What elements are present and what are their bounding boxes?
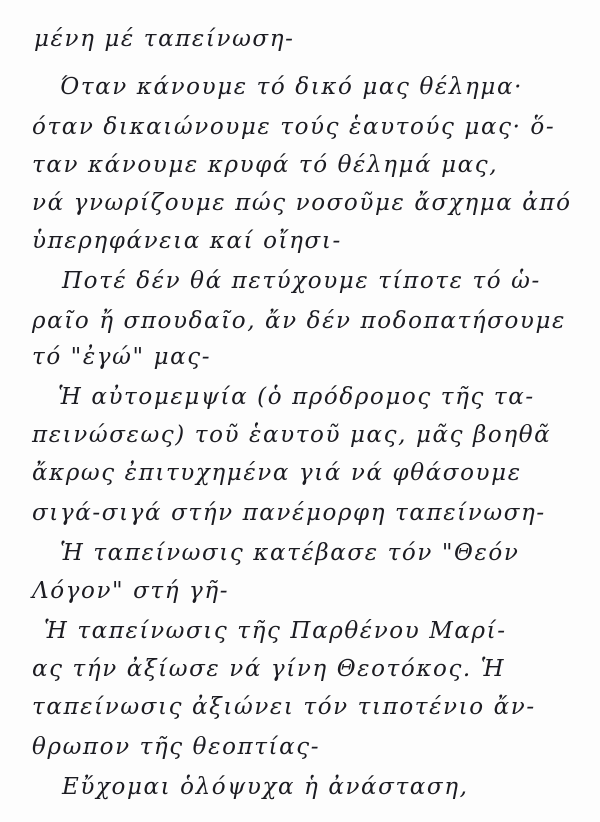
manuscript-line: νά γνωρίζουμε πώς νοσοῦμε ἄσχημα ἀπό: [32, 190, 572, 216]
manuscript-line: Ἡ ταπείνωσις τῆς Παρθένου Μαρί-: [44, 618, 507, 644]
manuscript-line: πεινώσεως) τοῦ ἑαυτοῦ μας, μᾶς βοηθᾶ: [32, 422, 552, 448]
manuscript-line: ταν κάνουμε κρυφά τό θέλημά μας,: [32, 152, 499, 178]
manuscript-line: θρωπον τῆς θεοπτίας-: [32, 734, 321, 760]
manuscript-line: Ἡ ταπείνωσις κατέβασε τόν "Θεόν: [60, 540, 520, 566]
manuscript-line: Ποτέ δέν θά πετύχουμε τίποτε τό ὡ-: [62, 268, 541, 294]
manuscript-line: ἄκρως ἐπιτυχημένα γιά νά φθάσουμε: [32, 460, 522, 486]
manuscript-line: ας τήν ἀξίωσε νά γίνη Θεοτόκος. Ἡ: [32, 656, 506, 682]
manuscript-line: Λόγον" στή γῆ-: [32, 578, 230, 604]
manuscript-line: τό "ἐγώ" μας-: [32, 344, 212, 370]
manuscript-line: μένη μέ ταπείνωση-: [34, 26, 295, 52]
manuscript-line: ραῖο ἤ σπουδαῖο, ἄν δέν ποδοπατήσουμε: [32, 308, 566, 334]
manuscript-line: Εὔχομαι ὁλόψυχα ἡ ἀνάσταση,: [62, 774, 469, 800]
manuscript-line: Ἡ αὐτομεμψία (ὁ πρόδρομος τῆς τα-: [58, 384, 535, 410]
manuscript-line: όταν δικαιώνουμε τούς ἑαυτούς μας· ὅ-: [32, 114, 556, 140]
manuscript-line: σιγά-σιγά στήν πανέμορφη ταπείνωση-: [32, 500, 546, 526]
manuscript-line: ταπείνωσις ἀξιώνει τόν τιποτένιο ἄν-: [32, 694, 536, 720]
manuscript-line: ὑπερηφάνεια καί οἴησι-: [32, 228, 342, 254]
manuscript-line: Όταν κάνουμε τό δικό μας θέλημα·: [60, 74, 523, 100]
